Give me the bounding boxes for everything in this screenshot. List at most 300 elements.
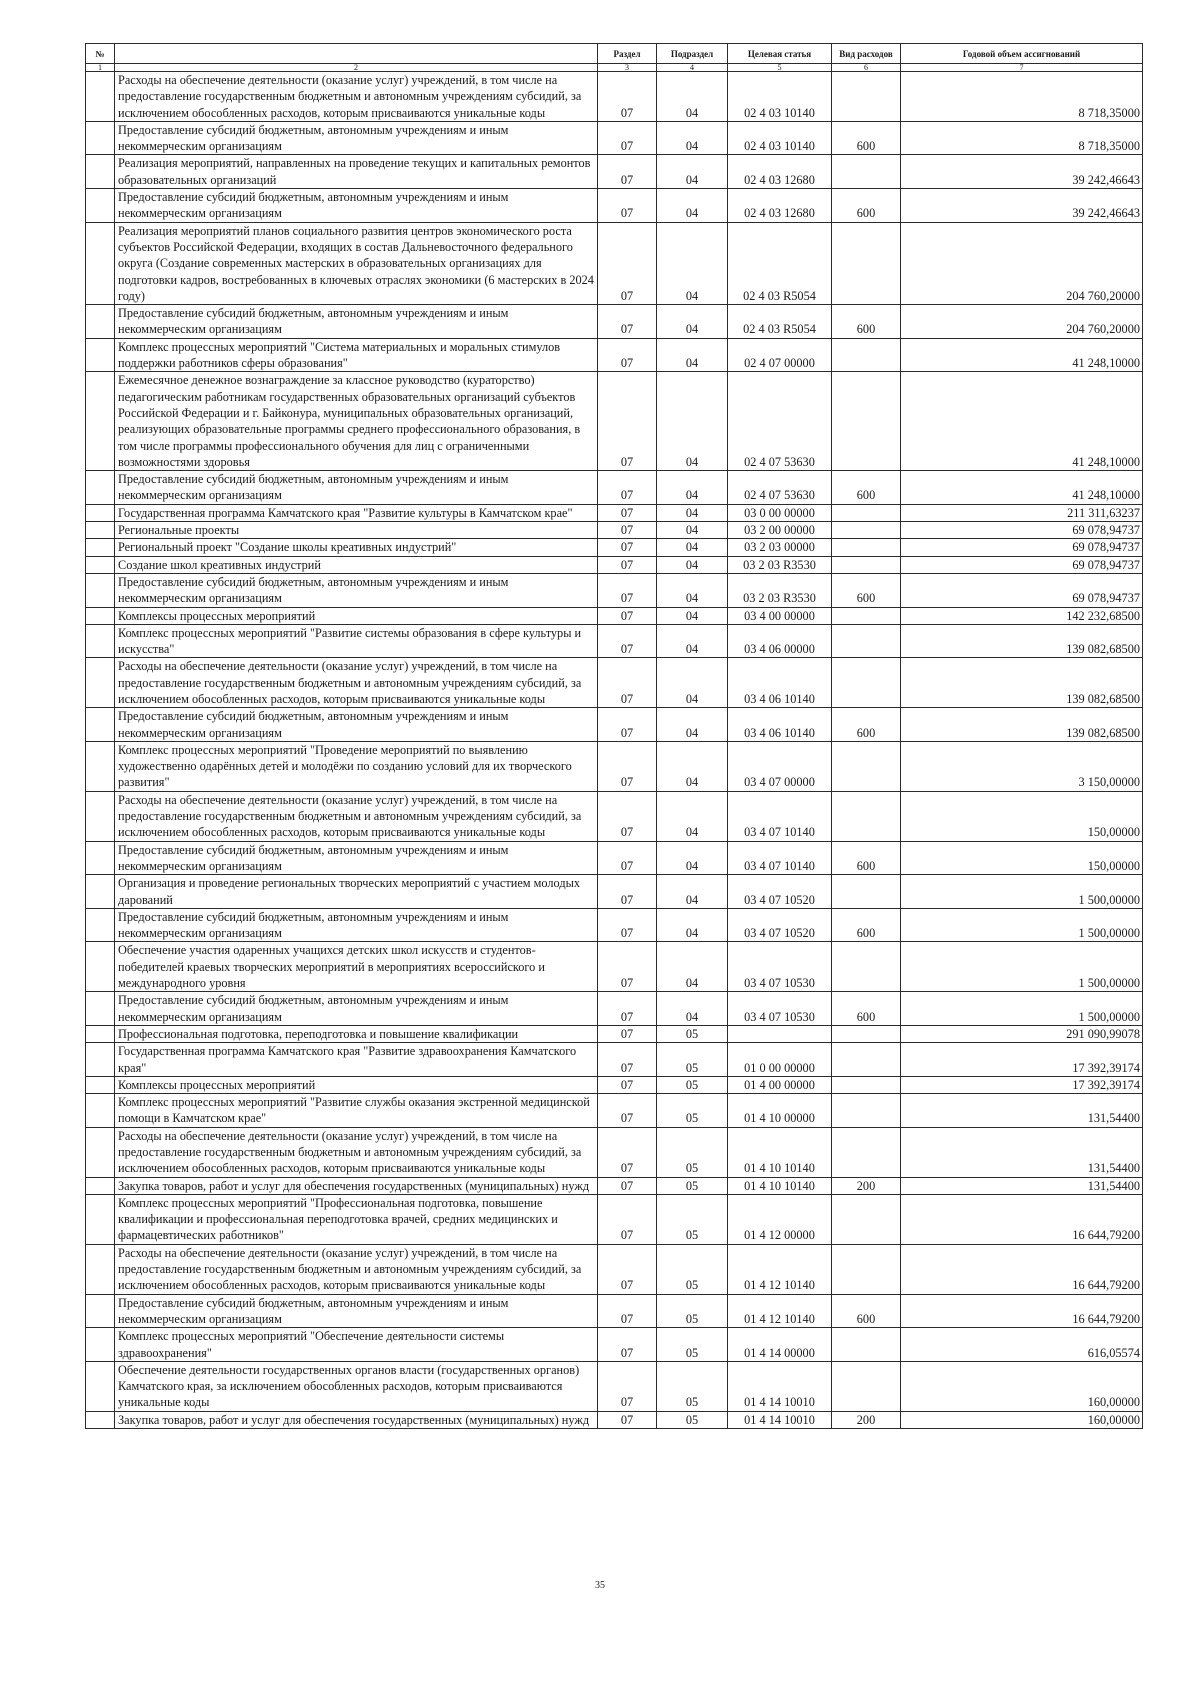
target-article-cell: 01 4 12 10140 bbox=[728, 1294, 832, 1328]
target-article-cell: 03 4 07 10520 bbox=[728, 875, 832, 909]
podrazdel-cell: 04 bbox=[657, 305, 728, 339]
col-header-razdel: Раздел bbox=[598, 44, 657, 64]
expense-type-cell bbox=[832, 556, 901, 573]
expense-type-cell: 600 bbox=[832, 121, 901, 155]
podrazdel-cell: 04 bbox=[657, 741, 728, 791]
expense-type-cell bbox=[832, 1025, 901, 1042]
podrazdel-cell: 04 bbox=[657, 607, 728, 624]
col-number: 6 bbox=[832, 64, 901, 72]
razdel-cell: 07 bbox=[598, 841, 657, 875]
podrazdel-cell: 05 bbox=[657, 1043, 728, 1077]
target-article-cell bbox=[728, 1025, 832, 1042]
razdel-cell: 07 bbox=[598, 1025, 657, 1042]
target-article-cell: 02 4 03 R5054 bbox=[728, 305, 832, 339]
target-article-cell: 03 2 03 R3530 bbox=[728, 556, 832, 573]
item-name: Комплекс процессных мероприятий "Обеспечение деятельности системы здравоохранения" bbox=[115, 1328, 598, 1362]
amount-cell: 69 078,94737 bbox=[901, 573, 1143, 607]
amount-cell: 291 090,99078 bbox=[901, 1025, 1143, 1042]
item-name: Обеспечение участия одаренных учащихся детских школ искусств и студентов-победителей краевых творческих мероприятий в мероприятиях всероссийского и международного уровня bbox=[115, 942, 598, 992]
num-cell bbox=[86, 471, 115, 505]
item-name: Предоставление субсидий бюджетным, автономным учреждениям и иным некоммерческим организациям bbox=[115, 573, 598, 607]
table-row bbox=[86, 791, 1143, 841]
table-row bbox=[86, 189, 1143, 223]
col-header-volume: Годовой объем ассигнований bbox=[901, 44, 1143, 64]
table-row bbox=[86, 222, 1143, 304]
item-name: Комплекс процессных мероприятий "Развитие системы образования в сфере культуры и искусства" bbox=[115, 624, 598, 658]
target-article-cell: 03 2 03 R3530 bbox=[728, 573, 832, 607]
target-article-cell: 03 2 03 00000 bbox=[728, 539, 832, 556]
podrazdel-cell: 04 bbox=[657, 155, 728, 189]
expense-type-cell bbox=[832, 1194, 901, 1244]
item-name: Расходы на обеспечение деятельности (оказание услуг) учреждений, в том числе на предоставление государственным бюджетным и автономным учреждениям субсидий, за исключением обособленных расходов, которым присваиваются уникальные коды bbox=[115, 1127, 598, 1177]
amount-cell: 1 500,00000 bbox=[901, 942, 1143, 992]
col-header-vid: Вид расходов bbox=[832, 44, 901, 64]
podrazdel-cell: 04 bbox=[657, 471, 728, 505]
expense-type-cell bbox=[832, 504, 901, 521]
target-article-cell: 01 4 10 00000 bbox=[728, 1094, 832, 1128]
expense-type-cell: 600 bbox=[832, 708, 901, 742]
table-row bbox=[86, 372, 1143, 471]
table-row bbox=[86, 471, 1143, 505]
expense-type-cell: 600 bbox=[832, 573, 901, 607]
target-article-cell: 03 4 07 10520 bbox=[728, 908, 832, 942]
podrazdel-cell: 04 bbox=[657, 624, 728, 658]
amount-cell: 204 760,20000 bbox=[901, 222, 1143, 304]
expense-type-cell bbox=[832, 1361, 901, 1411]
table-row bbox=[86, 1361, 1143, 1411]
amount-cell: 616,05574 bbox=[901, 1328, 1143, 1362]
expense-type-cell bbox=[832, 522, 901, 539]
razdel-cell: 07 bbox=[598, 1076, 657, 1093]
item-name: Региональный проект "Создание школы креативных индустрий" bbox=[115, 539, 598, 556]
expense-type-cell bbox=[832, 1244, 901, 1294]
expense-type-cell: 600 bbox=[832, 841, 901, 875]
podrazdel-cell: 05 bbox=[657, 1411, 728, 1428]
razdel-cell: 07 bbox=[598, 942, 657, 992]
item-name: Комплекс процессных мероприятий "Профессиональная подготовка, повышение квалификации и профессиональная переподготовка врачей, средних медицинских и фармацевтических работников" bbox=[115, 1194, 598, 1244]
amount-cell: 139 082,68500 bbox=[901, 658, 1143, 708]
table-row bbox=[86, 1127, 1143, 1177]
expense-type-cell bbox=[832, 1043, 901, 1077]
amount-cell: 16 644,79200 bbox=[901, 1194, 1143, 1244]
num-cell bbox=[86, 841, 115, 875]
col-number: 3 bbox=[598, 64, 657, 72]
target-article-cell: 02 4 07 53630 bbox=[728, 471, 832, 505]
num-cell bbox=[86, 942, 115, 992]
expense-type-cell bbox=[832, 942, 901, 992]
amount-cell: 69 078,94737 bbox=[901, 556, 1143, 573]
num-cell bbox=[86, 992, 115, 1026]
item-name: Комплекс процессных мероприятий "Развитие службы оказания экстренной медицинской помощи в Камчатском крае" bbox=[115, 1094, 598, 1128]
col-number: 1 bbox=[86, 64, 115, 72]
num-cell bbox=[86, 305, 115, 339]
item-name: Предоставление субсидий бюджетным, автономным учреждениям и иным некоммерческим организациям bbox=[115, 305, 598, 339]
num-cell bbox=[86, 1043, 115, 1077]
expense-type-cell bbox=[832, 607, 901, 624]
target-article-cell: 03 4 07 00000 bbox=[728, 741, 832, 791]
item-name: Расходы на обеспечение деятельности (оказание услуг) учреждений, в том числе на предоставление государственным бюджетным и автономным учреждениям субсидий, за исключением обособленных расходов, которым присваиваются уникальные коды bbox=[115, 72, 598, 122]
razdel-cell: 07 bbox=[598, 556, 657, 573]
target-article-cell: 01 0 00 00000 bbox=[728, 1043, 832, 1077]
razdel-cell: 07 bbox=[598, 908, 657, 942]
target-article-cell: 03 4 00 00000 bbox=[728, 607, 832, 624]
target-article-cell: 01 4 14 10010 bbox=[728, 1361, 832, 1411]
table-row bbox=[86, 741, 1143, 791]
table-row bbox=[86, 1328, 1143, 1362]
podrazdel-cell: 04 bbox=[657, 556, 728, 573]
table-row bbox=[86, 155, 1143, 189]
target-article-cell: 03 4 07 10530 bbox=[728, 992, 832, 1026]
col-number: 7 bbox=[901, 64, 1143, 72]
razdel-cell: 07 bbox=[598, 573, 657, 607]
num-cell bbox=[86, 72, 115, 122]
expense-type-cell bbox=[832, 539, 901, 556]
razdel-cell: 07 bbox=[598, 372, 657, 471]
target-article-cell: 03 2 00 00000 bbox=[728, 522, 832, 539]
razdel-cell: 07 bbox=[598, 305, 657, 339]
amount-cell: 39 242,46643 bbox=[901, 155, 1143, 189]
item-name: Создание школ креативных индустрий bbox=[115, 556, 598, 573]
amount-cell: 8 718,35000 bbox=[901, 72, 1143, 122]
num-cell bbox=[86, 1194, 115, 1244]
amount-cell: 41 248,10000 bbox=[901, 338, 1143, 372]
podrazdel-cell: 04 bbox=[657, 942, 728, 992]
razdel-cell: 07 bbox=[598, 338, 657, 372]
target-article-cell: 02 4 03 10140 bbox=[728, 121, 832, 155]
podrazdel-cell: 04 bbox=[657, 992, 728, 1026]
num-cell bbox=[86, 539, 115, 556]
amount-cell: 1 500,00000 bbox=[901, 908, 1143, 942]
num-cell bbox=[86, 222, 115, 304]
table-row bbox=[86, 1094, 1143, 1128]
col-number: 4 bbox=[657, 64, 728, 72]
target-article-cell: 01 4 12 10140 bbox=[728, 1244, 832, 1294]
num-cell bbox=[86, 1244, 115, 1294]
item-name: Предоставление субсидий бюджетным, автономным учреждениям и иным некоммерческим организациям bbox=[115, 189, 598, 223]
amount-cell: 204 760,20000 bbox=[901, 305, 1143, 339]
col-header-name bbox=[115, 44, 598, 64]
podrazdel-cell: 04 bbox=[657, 121, 728, 155]
razdel-cell: 07 bbox=[598, 1094, 657, 1128]
expense-type-cell: 600 bbox=[832, 471, 901, 505]
num-cell bbox=[86, 1025, 115, 1042]
target-article-cell: 01 4 10 10140 bbox=[728, 1127, 832, 1177]
podrazdel-cell: 04 bbox=[657, 573, 728, 607]
podrazdel-cell: 04 bbox=[657, 875, 728, 909]
num-cell bbox=[86, 708, 115, 742]
razdel-cell: 07 bbox=[598, 1411, 657, 1428]
podrazdel-cell: 04 bbox=[657, 539, 728, 556]
item-name: Комплексы процессных мероприятий bbox=[115, 1076, 598, 1093]
podrazdel-cell: 05 bbox=[657, 1127, 728, 1177]
expense-type-cell bbox=[832, 222, 901, 304]
razdel-cell: 07 bbox=[598, 471, 657, 505]
num-cell bbox=[86, 522, 115, 539]
target-article-cell: 03 0 00 00000 bbox=[728, 504, 832, 521]
col-header-num: № bbox=[86, 44, 115, 64]
razdel-cell: 07 bbox=[598, 222, 657, 304]
num-cell bbox=[86, 372, 115, 471]
num-cell bbox=[86, 875, 115, 909]
amount-cell: 16 644,79200 bbox=[901, 1244, 1143, 1294]
target-article-cell: 03 4 07 10140 bbox=[728, 791, 832, 841]
podrazdel-cell: 05 bbox=[657, 1025, 728, 1042]
num-cell bbox=[86, 504, 115, 521]
podrazdel-cell: 04 bbox=[657, 504, 728, 521]
item-name: Предоставление субсидий бюджетным, автономным учреждениям и иным некоммерческим организациям bbox=[115, 908, 598, 942]
num-cell bbox=[86, 189, 115, 223]
podrazdel-cell: 04 bbox=[657, 791, 728, 841]
item-name: Закупка товаров, работ и услуг для обеспечения государственных (муниципальных) нужд bbox=[115, 1411, 598, 1428]
expense-type-cell bbox=[832, 1328, 901, 1362]
item-name: Предоставление субсидий бюджетным, автономным учреждениям и иным некоммерческим организациям bbox=[115, 121, 598, 155]
amount-cell: 1 500,00000 bbox=[901, 875, 1143, 909]
table-row bbox=[86, 1411, 1143, 1428]
table-row bbox=[86, 1294, 1143, 1328]
table-row bbox=[86, 338, 1143, 372]
item-name: Расходы на обеспечение деятельности (оказание услуг) учреждений, в том числе на предоставление государственным бюджетным и автономным учреждениям субсидий, за исключением обособленных расходов, которым присваиваются уникальные коды bbox=[115, 658, 598, 708]
amount-cell: 69 078,94737 bbox=[901, 539, 1143, 556]
razdel-cell: 07 bbox=[598, 1177, 657, 1194]
razdel-cell: 07 bbox=[598, 155, 657, 189]
amount-cell: 139 082,68500 bbox=[901, 708, 1143, 742]
num-cell bbox=[86, 121, 115, 155]
col-number: 2 bbox=[115, 64, 598, 72]
razdel-cell: 07 bbox=[598, 522, 657, 539]
expense-type-cell bbox=[832, 658, 901, 708]
razdel-cell: 07 bbox=[598, 1043, 657, 1077]
expense-type-cell bbox=[832, 741, 901, 791]
razdel-cell: 07 bbox=[598, 624, 657, 658]
podrazdel-cell: 05 bbox=[657, 1361, 728, 1411]
amount-cell: 160,00000 bbox=[901, 1361, 1143, 1411]
razdel-cell: 07 bbox=[598, 992, 657, 1026]
item-name: Закупка товаров, работ и услуг для обеспечения государственных (муниципальных) нужд bbox=[115, 1177, 598, 1194]
table-row bbox=[86, 1194, 1143, 1244]
table-row bbox=[86, 305, 1143, 339]
amount-cell: 41 248,10000 bbox=[901, 471, 1143, 505]
table-row bbox=[86, 504, 1143, 521]
item-name: Комплекс процессных мероприятий "Система материальных и моральных стимулов поддержки работников сферы образования" bbox=[115, 338, 598, 372]
target-article-cell: 03 4 06 10140 bbox=[728, 708, 832, 742]
item-name: Комплексы процессных мероприятий bbox=[115, 607, 598, 624]
expense-type-cell bbox=[832, 338, 901, 372]
razdel-cell: 07 bbox=[598, 708, 657, 742]
expense-type-cell bbox=[832, 1127, 901, 1177]
num-cell bbox=[86, 573, 115, 607]
table-row bbox=[86, 539, 1143, 556]
item-name: Профессиональная подготовка, переподготовка и повышение квалификации bbox=[115, 1025, 598, 1042]
table-row bbox=[86, 1043, 1143, 1077]
expense-type-cell bbox=[832, 791, 901, 841]
item-name: Предоставление субсидий бюджетным, автономным учреждениям и иным некоммерческим организациям bbox=[115, 992, 598, 1026]
amount-cell: 39 242,46643 bbox=[901, 189, 1143, 223]
target-article-cell: 01 4 14 00000 bbox=[728, 1328, 832, 1362]
item-name: Расходы на обеспечение деятельности (оказание услуг) учреждений, в том числе на предоставление государственным бюджетным и автономным учреждениям субсидий, за исключением обособленных расходов, которым присваиваются уникальные коды bbox=[115, 791, 598, 841]
item-name: Организация и проведение региональных творческих мероприятий с участием молодых дарований bbox=[115, 875, 598, 909]
num-cell bbox=[86, 1127, 115, 1177]
item-name: Реализация мероприятий планов социального развития центров экономического роста субъектов Российской Федерации, входящих в состав Дальневосточного федерального округа (Создание современных мастерских в образовательных организациях для подготовки кадров, востребованных в ключевых отраслях экономики (6 мастерских в 2024 году) bbox=[115, 222, 598, 304]
razdel-cell: 07 bbox=[598, 658, 657, 708]
num-cell bbox=[86, 741, 115, 791]
expense-type-cell bbox=[832, 1076, 901, 1093]
razdel-cell: 07 bbox=[598, 741, 657, 791]
podrazdel-cell: 04 bbox=[657, 522, 728, 539]
amount-cell: 131,54400 bbox=[901, 1177, 1143, 1194]
razdel-cell: 07 bbox=[598, 504, 657, 521]
table-row bbox=[86, 121, 1143, 155]
col-number: 5 bbox=[728, 64, 832, 72]
col-header-target: Целевая статья bbox=[728, 44, 832, 64]
num-cell bbox=[86, 338, 115, 372]
podrazdel-cell: 04 bbox=[657, 841, 728, 875]
item-name: Предоставление субсидий бюджетным, автономным учреждениям и иным некоммерческим организациям bbox=[115, 1294, 598, 1328]
podrazdel-cell: 05 bbox=[657, 1177, 728, 1194]
item-name: Государственная программа Камчатского края "Развитие здравоохранения Камчатского края" bbox=[115, 1043, 598, 1077]
num-cell bbox=[86, 155, 115, 189]
col-number-row bbox=[86, 64, 1143, 72]
amount-cell: 131,54400 bbox=[901, 1094, 1143, 1128]
table-row bbox=[86, 1025, 1143, 1042]
page-number: 35 bbox=[595, 1580, 605, 1591]
item-name: Обеспечение деятельности государственных органов власти (государственных органов) Камчатского края, за исключением обособленных расходов, которым присваиваются уникальные коды bbox=[115, 1361, 598, 1411]
table-row bbox=[86, 556, 1143, 573]
target-article-cell: 02 4 03 10140 bbox=[728, 72, 832, 122]
amount-cell: 17 392,39174 bbox=[901, 1043, 1143, 1077]
amount-cell: 160,00000 bbox=[901, 1411, 1143, 1428]
expense-type-cell bbox=[832, 624, 901, 658]
item-name: Предоставление субсидий бюджетным, автономным учреждениям и иным некоммерческим организациям bbox=[115, 841, 598, 875]
podrazdel-cell: 05 bbox=[657, 1328, 728, 1362]
target-article-cell: 02 4 03 12680 bbox=[728, 155, 832, 189]
target-article-cell: 03 4 06 00000 bbox=[728, 624, 832, 658]
num-cell bbox=[86, 1411, 115, 1428]
num-cell bbox=[86, 1094, 115, 1128]
amount-cell: 16 644,79200 bbox=[901, 1294, 1143, 1328]
table-row bbox=[86, 624, 1143, 658]
table-row bbox=[86, 658, 1143, 708]
table-row bbox=[86, 875, 1143, 909]
razdel-cell: 07 bbox=[598, 875, 657, 909]
num-cell bbox=[86, 791, 115, 841]
num-cell bbox=[86, 607, 115, 624]
item-name: Комплекс процессных мероприятий "Проведение мероприятий по выявлению художественно одарённых детей и молодёжи по созданию условий для их творческого развития" bbox=[115, 741, 598, 791]
table-row bbox=[86, 1177, 1143, 1194]
amount-cell: 150,00000 bbox=[901, 791, 1143, 841]
target-article-cell: 01 4 10 10140 bbox=[728, 1177, 832, 1194]
table-body bbox=[86, 72, 1143, 1429]
expense-type-cell: 600 bbox=[832, 189, 901, 223]
podrazdel-cell: 05 bbox=[657, 1076, 728, 1093]
expense-type-cell: 200 bbox=[832, 1411, 901, 1428]
amount-cell: 150,00000 bbox=[901, 841, 1143, 875]
razdel-cell: 07 bbox=[598, 607, 657, 624]
table-row bbox=[86, 708, 1143, 742]
num-cell bbox=[86, 1361, 115, 1411]
table-row bbox=[86, 992, 1143, 1026]
amount-cell: 211 311,63237 bbox=[901, 504, 1143, 521]
target-article-cell: 01 4 12 00000 bbox=[728, 1194, 832, 1244]
col-header-podrazdel: Подраздел bbox=[657, 44, 728, 64]
expense-type-cell: 600 bbox=[832, 305, 901, 339]
podrazdel-cell: 04 bbox=[657, 189, 728, 223]
razdel-cell: 07 bbox=[598, 121, 657, 155]
razdel-cell: 07 bbox=[598, 1328, 657, 1362]
expense-type-cell bbox=[832, 155, 901, 189]
table-row bbox=[86, 573, 1143, 607]
razdel-cell: 07 bbox=[598, 189, 657, 223]
podrazdel-cell: 05 bbox=[657, 1194, 728, 1244]
num-cell bbox=[86, 908, 115, 942]
expense-type-cell bbox=[832, 875, 901, 909]
amount-cell: 8 718,35000 bbox=[901, 121, 1143, 155]
podrazdel-cell: 05 bbox=[657, 1244, 728, 1294]
target-article-cell: 03 4 07 10140 bbox=[728, 841, 832, 875]
target-article-cell: 01 4 14 10010 bbox=[728, 1411, 832, 1428]
amount-cell: 41 248,10000 bbox=[901, 372, 1143, 471]
table-row bbox=[86, 1076, 1143, 1093]
amount-cell: 3 150,00000 bbox=[901, 741, 1143, 791]
podrazdel-cell: 04 bbox=[657, 372, 728, 471]
item-name: Реализация мероприятий, направленных на проведение текущих и капитальных ремонтов образовательных организаций bbox=[115, 155, 598, 189]
target-article-cell: 01 4 00 00000 bbox=[728, 1076, 832, 1093]
budget-table bbox=[85, 43, 1143, 1429]
target-article-cell: 02 4 07 53630 bbox=[728, 372, 832, 471]
amount-cell: 1 500,00000 bbox=[901, 992, 1143, 1026]
amount-cell: 69 078,94737 bbox=[901, 522, 1143, 539]
expense-type-cell bbox=[832, 1094, 901, 1128]
target-article-cell: 02 4 07 00000 bbox=[728, 338, 832, 372]
razdel-cell: 07 bbox=[598, 1127, 657, 1177]
podrazdel-cell: 04 bbox=[657, 908, 728, 942]
razdel-cell: 07 bbox=[598, 1294, 657, 1328]
table-row bbox=[86, 841, 1143, 875]
razdel-cell: 07 bbox=[598, 72, 657, 122]
target-article-cell: 02 4 03 R5054 bbox=[728, 222, 832, 304]
razdel-cell: 07 bbox=[598, 791, 657, 841]
podrazdel-cell: 04 bbox=[657, 658, 728, 708]
amount-cell: 131,54400 bbox=[901, 1127, 1143, 1177]
podrazdel-cell: 04 bbox=[657, 222, 728, 304]
amount-cell: 142 232,68500 bbox=[901, 607, 1143, 624]
item-name: Ежемесячное денежное вознаграждение за классное руководство (кураторство) педагогическим работникам государственных образовательных организаций субъектов Российской Федерации и г. Байконура, муниципальных образовательных организаций, реализующих образовательные программы среднего профессионального образования, в том числе программы профессионального обучения для лиц с ограниченными возможностями здоровья bbox=[115, 372, 598, 471]
num-cell bbox=[86, 658, 115, 708]
expense-type-cell bbox=[832, 372, 901, 471]
num-cell bbox=[86, 1076, 115, 1093]
target-article-cell: 03 4 06 10140 bbox=[728, 658, 832, 708]
num-cell bbox=[86, 1177, 115, 1194]
expense-type-cell: 600 bbox=[832, 1294, 901, 1328]
target-article-cell: 02 4 03 12680 bbox=[728, 189, 832, 223]
target-article-cell: 03 4 07 10530 bbox=[728, 942, 832, 992]
podrazdel-cell: 04 bbox=[657, 708, 728, 742]
item-name: Расходы на обеспечение деятельности (оказание услуг) учреждений, в том числе на предоставление государственным бюджетным и автономным учреждениям субсидий, за исключением обособленных расходов, которым присваиваются уникальные коды bbox=[115, 1244, 598, 1294]
table-row bbox=[86, 1244, 1143, 1294]
expense-type-cell: 600 bbox=[832, 908, 901, 942]
amount-cell: 139 082,68500 bbox=[901, 624, 1143, 658]
item-name: Предоставление субсидий бюджетным, автономным учреждениям и иным некоммерческим организациям bbox=[115, 708, 598, 742]
expense-type-cell: 600 bbox=[832, 992, 901, 1026]
table-row bbox=[86, 72, 1143, 122]
num-cell bbox=[86, 624, 115, 658]
podrazdel-cell: 04 bbox=[657, 72, 728, 122]
item-name: Предоставление субсидий бюджетным, автономным учреждениям и иным некоммерческим организациям bbox=[115, 471, 598, 505]
table-row bbox=[86, 522, 1143, 539]
podrazdel-cell: 04 bbox=[657, 338, 728, 372]
item-name: Региональные проекты bbox=[115, 522, 598, 539]
num-cell bbox=[86, 556, 115, 573]
expense-type-cell: 200 bbox=[832, 1177, 901, 1194]
